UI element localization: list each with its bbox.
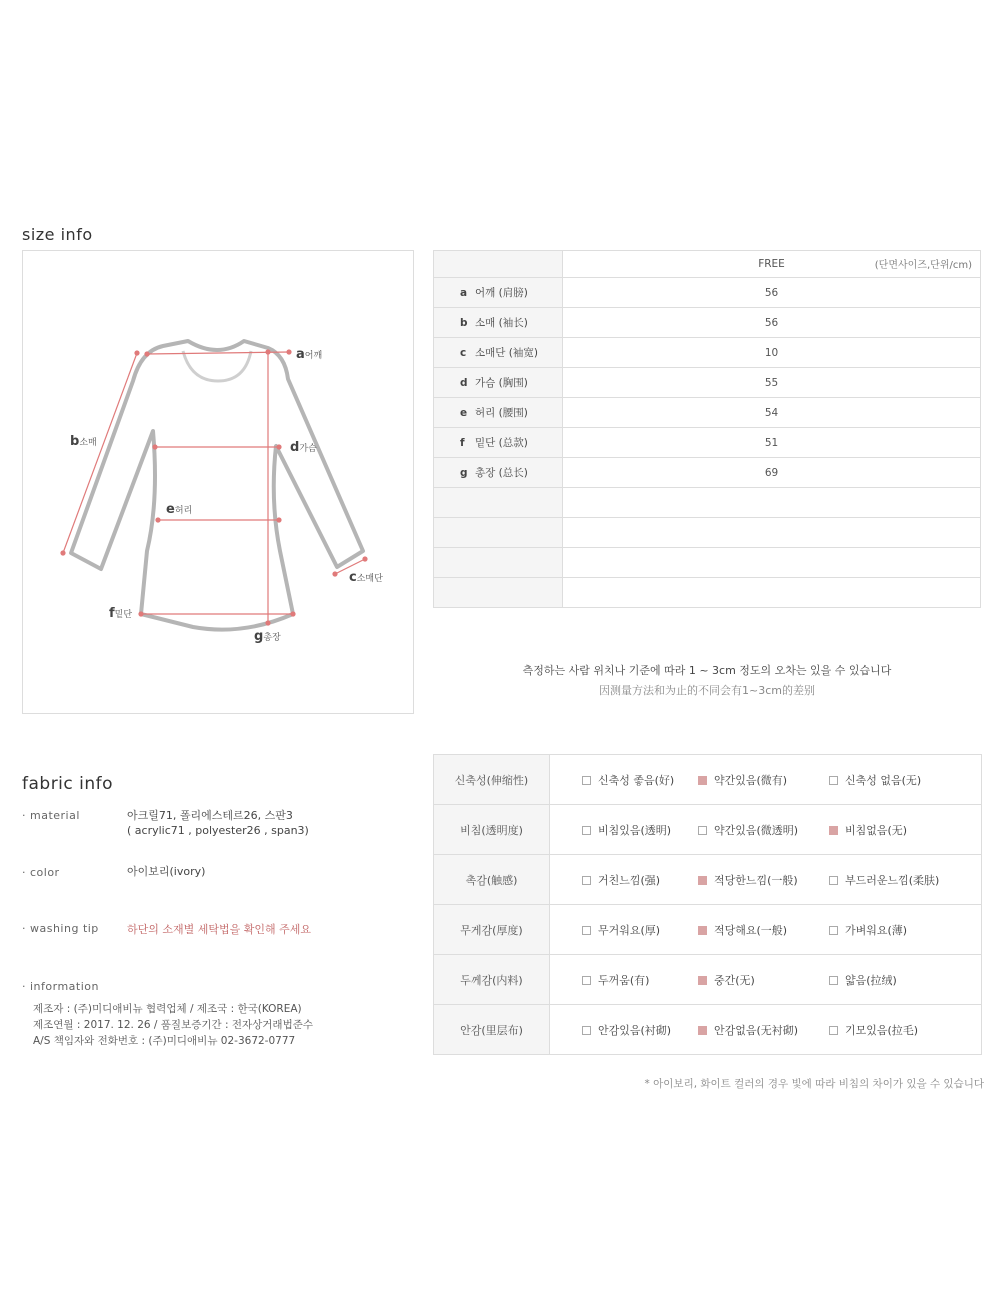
option: 안감없음(无衬砌) [698, 1022, 829, 1038]
checkbox-checked-icon [698, 976, 707, 985]
washing-tip-label: · washing tip [22, 922, 99, 935]
option: 적당한느낌(一般) [698, 872, 829, 888]
garment-diagram [22, 250, 414, 714]
option: 부드러운느낌(柔肤) [829, 872, 939, 888]
checkbox-checked-icon [698, 1026, 707, 1035]
option: 무거워요(厚) [582, 922, 698, 938]
washing-tip-value: 하단의 소재별 세탁법을 확인해 주세요 [127, 923, 312, 936]
option: 가벼워요(薄) [829, 922, 907, 938]
table-row [434, 458, 981, 488]
label-a: a어깨 [296, 347, 323, 362]
fabric-row [434, 755, 982, 805]
table-row [434, 428, 981, 458]
checkbox-icon [582, 826, 591, 835]
fabric-row [434, 905, 982, 955]
table-row [434, 338, 981, 368]
row-label: b 소매 (袖长) [434, 308, 563, 338]
label-b: b소매 [70, 434, 97, 449]
row-value: 54 [563, 398, 981, 428]
material-label: · material [22, 809, 80, 822]
label-c: c소매단 [349, 570, 383, 585]
option: 비침있음(透明) [582, 822, 698, 838]
garment-outline [23, 251, 415, 715]
information-label: · information [22, 980, 99, 993]
checkbox-icon [829, 876, 838, 885]
checkbox-icon [582, 1026, 591, 1035]
checkbox-icon [582, 976, 591, 985]
option: 신축성 좋음(好) [582, 772, 698, 788]
label-g: g총장 [254, 629, 281, 644]
table-row [434, 308, 981, 338]
table-row-empty [434, 548, 981, 578]
checkbox-icon [582, 776, 591, 785]
measurement-note-ko: 측정하는 사람 위치나 기준에 따라 1 ~ 3cm 정도의 오차는 있을 수 있습니다 [522, 664, 892, 677]
row-value: 55 [563, 368, 981, 398]
fabric-row-label: 무게감(厚度) [434, 905, 550, 955]
option: 중간(无) [698, 972, 829, 988]
fabric-row-label: 안감(里层布) [434, 1005, 550, 1055]
option: 두꺼움(有) [582, 972, 698, 988]
option: 약간있음(微有) [698, 772, 829, 788]
checkbox-icon [829, 976, 838, 985]
row-value: 56 [563, 308, 981, 338]
fabric-row-label: 신축성(伸缩性) [434, 755, 550, 805]
table-row [434, 398, 981, 428]
row-value: 69 [563, 458, 981, 488]
row-label: f 밑단 (总款) [434, 428, 563, 458]
checkbox-checked-icon [698, 876, 707, 885]
information-line: A/S 책임자와 전화번호 : (주)미디애비뉴 02-3672-0777 [33, 1035, 296, 1047]
fabric-row-label: 촉감(触感) [434, 855, 550, 905]
row-label: a 어깨 (肩膀) [434, 278, 563, 308]
color-label: · color [22, 866, 60, 879]
checkbox-checked-icon [698, 926, 707, 935]
option: 약간있음(微透明) [698, 822, 829, 838]
checkbox-icon [829, 776, 838, 785]
size-header-free: FREE [758, 258, 785, 270]
garment-shape [71, 341, 363, 630]
checkbox-icon [829, 926, 838, 935]
unit-note: (단면사이즈,단위/cm) [874, 260, 972, 271]
checkbox-icon [829, 1026, 838, 1035]
color-value: 아이보리(ivory) [127, 865, 206, 878]
row-value: 10 [563, 338, 981, 368]
row-label: d 가슴 (胸围) [434, 368, 563, 398]
size-table-header [434, 251, 981, 278]
line-b [63, 353, 137, 553]
label-f: f밑단 [109, 606, 133, 621]
fabric-footnote: * 아이보리, 화이트 컬러의 경우 빛에 따라 비침의 차이가 있을 수 있습니다 [644, 1078, 984, 1090]
table-row-empty [434, 578, 981, 608]
row-value: 51 [563, 428, 981, 458]
fabric-row [434, 805, 982, 855]
option: 신축성 없음(无) [829, 772, 921, 788]
fabric-row [434, 955, 982, 1005]
fabric-table [433, 754, 982, 1055]
option: 기모있음(拉毛) [829, 1022, 918, 1038]
size-info-title: size info [22, 225, 93, 244]
table-row-empty [434, 518, 981, 548]
measurement-note-cn: 因测量方法和为止的不同会有1~3cm的差别 [599, 684, 815, 697]
checkbox-icon [698, 826, 707, 835]
fabric-row-label: 비침(透明度) [434, 805, 550, 855]
option: 거친느낌(强) [582, 872, 698, 888]
table-row [434, 368, 981, 398]
row-label: e 허리 (腰围) [434, 398, 563, 428]
neckline [183, 351, 251, 381]
size-table [433, 250, 981, 608]
material-value: 아크릴71, 폴리에스테르26, 스판3 ( acrylic71 , polyester26 , span3) [127, 809, 309, 837]
option: 적당해요(一般) [698, 922, 829, 938]
checkbox-checked-icon [698, 776, 707, 785]
information-line: 제조연월 : 2017. 12. 26 / 품질보증기간 : 전자상거래법준수 [33, 1019, 314, 1031]
row-label: c 소매단 (袖宽) [434, 338, 563, 368]
checkbox-icon [582, 926, 591, 935]
information-line: 제조자 : (주)미디애비뉴 협력업체 / 제조국 : 한국(KOREA) [33, 1003, 302, 1015]
checkbox-checked-icon [829, 826, 838, 835]
option: 안감있음(衬砌) [582, 1022, 698, 1038]
fabric-row-label: 두께감(内料) [434, 955, 550, 1005]
label-d: d가슴 [290, 440, 317, 455]
table-row-empty [434, 488, 981, 518]
table-row [434, 278, 981, 308]
checkbox-icon [582, 876, 591, 885]
option: 비침없음(无) [829, 822, 907, 838]
fabric-row [434, 1005, 982, 1055]
label-e: e허리 [166, 502, 193, 517]
option: 얇음(拉绒) [829, 972, 897, 988]
fabric-row [434, 855, 982, 905]
row-value: 56 [563, 278, 981, 308]
row-label: g 총장 (总长) [434, 458, 563, 488]
fabric-info-title: fabric info [22, 774, 114, 794]
